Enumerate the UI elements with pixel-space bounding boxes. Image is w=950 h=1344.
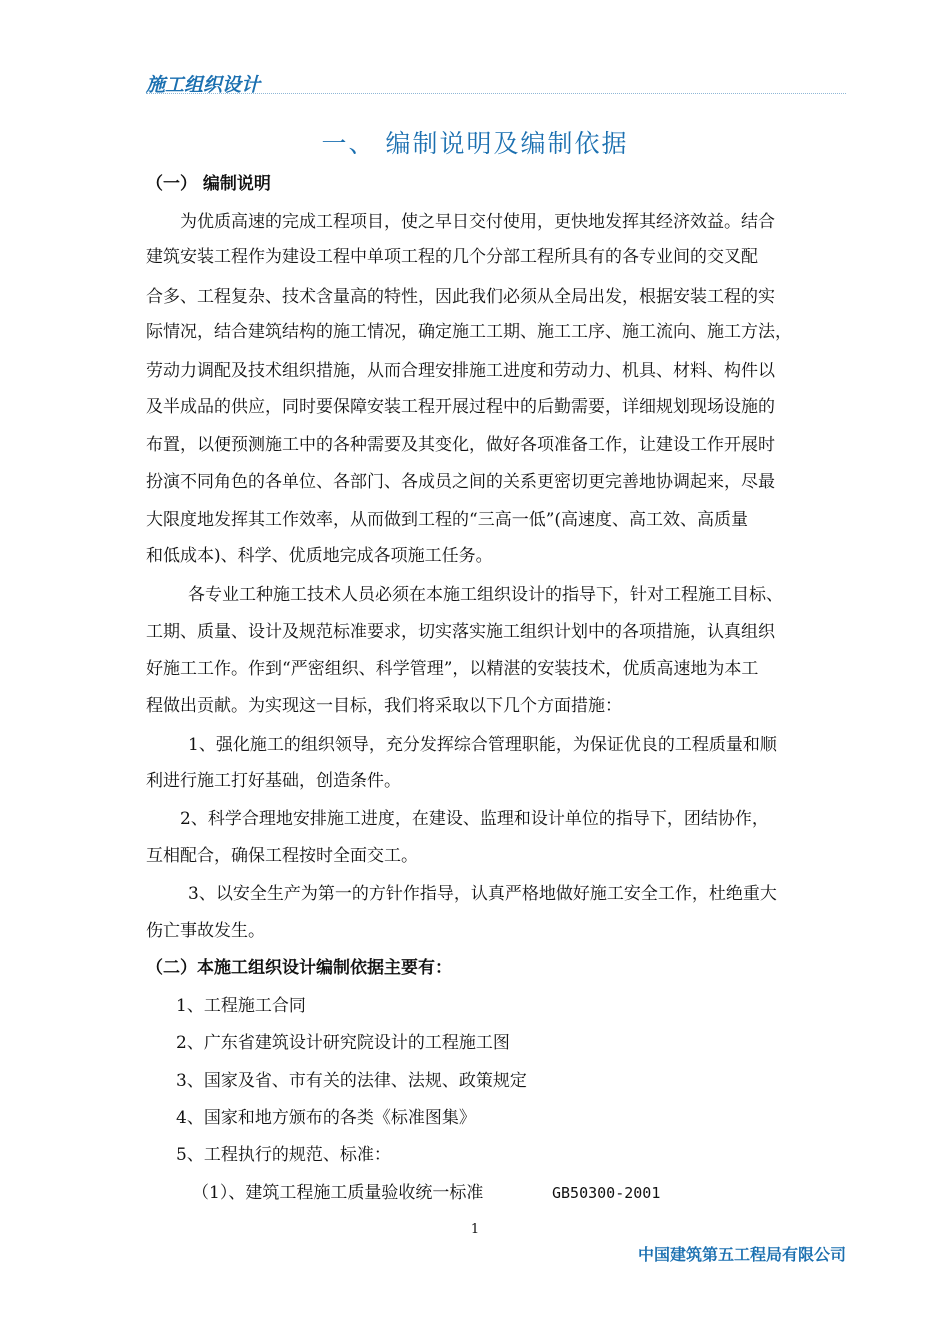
- measure-line: 1、强化施工的组织领导，充分发挥综合管理职能，为保证优良的工程质量和顺: [188, 735, 777, 755]
- header-divider: [146, 93, 846, 94]
- paragraph-line: 程做出贡献。为实现这一目标，我们将采取以下几个方面措施：: [146, 696, 622, 716]
- paragraph-line: 劳动力调配及技术组织措施，从而合理安排施工进度和劳动力、机具、材料、构件以: [146, 361, 775, 381]
- section-heading: （一） 编制说明: [146, 174, 271, 194]
- header-title: 施工组织设计: [146, 74, 261, 96]
- document-title: 一、 编制说明及编制依据: [321, 129, 629, 158]
- section-heading: （二）本施工组织设计编制依据主要有：: [146, 958, 452, 978]
- measure-line: 利进行施工打好基础，创造条件。: [146, 771, 401, 791]
- measure-line: 互相配合，确保工程按时全面交工。: [146, 846, 418, 866]
- paragraph-line: 及半成品的供应，同时要保障安装工程开展过程中的后勤需要，详细规划现场设施的: [146, 397, 775, 417]
- standard-code: GB50300-2001: [552, 1184, 661, 1202]
- list-item: 1、工程施工合同: [176, 996, 306, 1016]
- measure-line: 伤亡事故发生。: [146, 921, 265, 941]
- paragraph-line: 好施工工作。作到“严密组织、科学管理”，以精湛的安装技术，优质高速地为本工: [146, 659, 759, 679]
- list-item: 4、国家和地方颁布的各类《标准图集》: [176, 1108, 476, 1128]
- paragraph-line: 各专业工种施工技术人员必须在本施工组织设计的指导下，针对工程施工目标、: [188, 585, 783, 605]
- paragraph-line: 建筑安装工程作为建设工程中单项工程的几个分部工程所具有的各专业间的交叉配: [146, 247, 758, 267]
- paragraph-line: 扮演不同角色的各单位、各部门、各成员之间的关系更密切更完善地协调起来，尽最: [146, 472, 775, 492]
- paragraph-line: 大限度地发挥其工作效率，从而做到工程的“三高一低”(高速度、高工效、高质量: [146, 510, 749, 530]
- paragraph-line: 和低成本)、科学、优质地完成各项施工任务。: [146, 546, 493, 566]
- measure-line: 2、科学合理地安排施工进度，在建设、监理和设计单位的指导下，团结协作，: [180, 809, 769, 829]
- list-item: 3、国家及省、市有关的法律、法规、政策规定: [176, 1071, 527, 1091]
- paragraph-line: 布置，以便预测施工中的各种需要及其变化，做好各项准备工作，让建设工作开展时: [146, 435, 775, 455]
- page-number: 1: [470, 1222, 480, 1237]
- standard-name: （1）、建筑工程施工质量验收统一标准: [192, 1183, 484, 1203]
- paragraph-line: 际情况，结合建筑结构的施工情况，确定施工工期、施工工序、施工流向、施工方法，: [146, 322, 792, 342]
- list-item: 5、工程执行的规范、标准：: [176, 1145, 391, 1165]
- paragraph-line: 合多、工程复杂、技术含量高的特性，因此我们必须从全局出发，根据安装工程的实: [146, 287, 775, 307]
- list-item: 2、广东省建筑设计研究院设计的工程施工图: [176, 1033, 510, 1053]
- footer-company: 中国建筑第五工程局有限公司: [637, 1245, 846, 1264]
- paragraph-line: 为优质高速的完成工程项目，使之早日交付使用，更快地发挥其经济效益。结合: [180, 212, 775, 232]
- measure-line: 3、以安全生产为第一的方针作指导，认真严格地做好施工安全工作，杜绝重大: [188, 884, 777, 904]
- paragraph-line: 工期、质量、设计及规范标准要求，切实落实施工组织计划中的各项措施，认真组织: [146, 622, 775, 642]
